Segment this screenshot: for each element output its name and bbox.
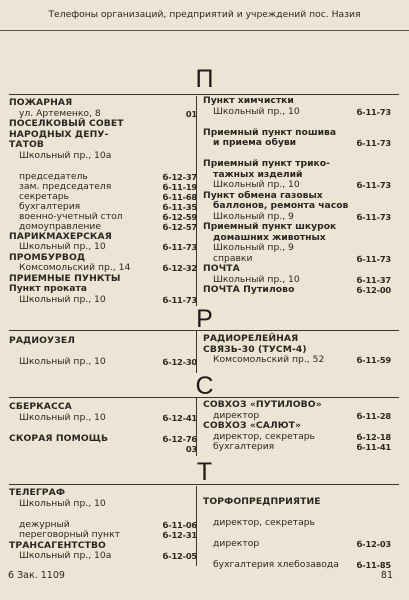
- entry-label: Школьный пр., 10: [19, 293, 106, 305]
- phone-number: б-11-41: [356, 442, 391, 452]
- directory-entry: [9, 336, 197, 347]
- entry-label: СКОРАЯ ПОМОЩЬ: [9, 432, 109, 444]
- entry-label: СОВХОЗ «ПУТИЛОВО»: [203, 399, 322, 410]
- column-right-s: [203, 400, 391, 453]
- entry-label: Школьный пр., 10а: [19, 550, 112, 561]
- entry-label: ПОСЕЛКОВЫЙ СОВЕТ: [9, 118, 124, 129]
- directory-entry: [203, 518, 391, 529]
- section-rule-r: [9, 330, 399, 331]
- phone-number: б-12-31: [162, 530, 197, 540]
- entry-label: и приема обуви: [213, 137, 297, 148]
- phone-number: б-11-73: [162, 242, 197, 252]
- phone-number: б-11-19: [162, 181, 197, 192]
- entry-label: ТАТОВ: [9, 139, 44, 150]
- entry-label: Школьный пр., 10: [19, 241, 106, 252]
- directory-entry: [203, 560, 391, 571]
- section-letter-r: Р: [196, 305, 213, 333]
- entry-label: переговорный пункт: [19, 529, 120, 540]
- entry-label: Школьный пр., 10: [19, 411, 106, 423]
- entry-label: справки: [213, 252, 253, 264]
- phone-number: б-12-37: [162, 171, 197, 182]
- phone-number: б-11-73: [356, 180, 391, 190]
- entry-label: директор, секретарь: [213, 516, 315, 528]
- entry-label: Школьный пр., 9: [213, 210, 294, 222]
- entry-label: Школьный пр., 10: [19, 356, 106, 367]
- entry-label: СОВХОЗ «САЛЮТ»: [203, 420, 301, 431]
- directory-entry: [203, 497, 391, 508]
- entry-label: Пункт химчистки: [203, 95, 294, 106]
- entry-label: домашних животных: [213, 231, 326, 243]
- column-left-p: [9, 98, 197, 305]
- section-letter-t: Т: [196, 458, 213, 486]
- entry-label: зам. председателя: [19, 180, 112, 192]
- entry-label: ПОЧТА: [203, 263, 240, 274]
- entry-label: ПАРИКМАХЕРСКАЯ: [9, 230, 112, 242]
- entry-label: Приемный пункт пошива: [203, 126, 337, 138]
- entry-label: ПРОМБУРВОД: [9, 251, 86, 263]
- entry-label: председатель: [19, 170, 88, 182]
- directory-entry: [9, 357, 197, 368]
- entry-label: НАРОДНЫХ ДЕПУ-: [9, 128, 109, 140]
- entry-label: Школьный пр., 10: [213, 273, 300, 285]
- entry-label: Комсомольский пр., 52: [213, 354, 325, 365]
- entry-label: домоуправление: [19, 220, 102, 232]
- entry-label: Пункт обмена газовых: [203, 189, 323, 201]
- phone-number: б-11-37: [356, 274, 391, 285]
- phone-number: б-12-18: [356, 431, 391, 442]
- entry-label: бухгалтерия хлебозавода: [213, 558, 339, 570]
- entry-label: Приемный пункт трико-: [203, 158, 330, 169]
- phone-number: б-11-68: [162, 191, 197, 202]
- phone-number: б-12-41: [162, 412, 197, 423]
- entry-label: Комсомольский пр., 14: [19, 262, 131, 273]
- entry-label: бухгалтерия: [213, 441, 275, 452]
- directory-entry: [203, 107, 391, 118]
- entry-label: директор, секретарь: [213, 430, 315, 442]
- entry-label: Школьный пр., 10: [19, 497, 106, 509]
- entry-label: директор: [213, 409, 260, 421]
- column-right-p: [203, 96, 391, 296]
- entry-label: бухгалтерия: [19, 200, 81, 212]
- footer-sheet-mark: 6 Зак. 1109: [8, 570, 65, 581]
- entry-label: ул. Артеменко, 8: [19, 107, 101, 119]
- entry-label: ТОРФОПРЕДПРИЯТИЕ: [203, 495, 321, 507]
- entry-label: Приемный пункт шкурок: [203, 221, 337, 232]
- section-letter-p: П: [195, 65, 214, 93]
- directory-entry: [203, 539, 391, 550]
- column-right-r: [203, 334, 391, 366]
- directory-entry: [9, 444, 197, 455]
- phone-number: б-12-32: [162, 263, 197, 273]
- entry-label: ПОЧТА Путилово: [203, 284, 295, 295]
- entry-label: дежурный: [19, 518, 70, 530]
- phone-number: б-11-35: [162, 201, 197, 212]
- entry-label: Пункт проката: [9, 283, 87, 294]
- phone-number: б-11-59: [356, 355, 391, 365]
- phone-number: б-12-59: [162, 211, 197, 222]
- entry-label: ТРАНСАГЕНТСТВО: [9, 539, 106, 551]
- entry-label: директор: [213, 537, 260, 549]
- entry-label: военно-учетный стол: [19, 210, 123, 222]
- phone-number: б-11-73: [162, 294, 197, 305]
- entry-label: ТЕЛЕГРАФ: [9, 487, 66, 498]
- directory-entry: [203, 442, 391, 453]
- phone-number: б-11-73: [356, 253, 391, 264]
- phone-number: 03: [185, 444, 197, 454]
- page-header: Телефоны организаций, предприятий и учреждений пос. Назия: [0, 0, 409, 31]
- column-left-s: [9, 402, 197, 455]
- column-left-t: [9, 488, 197, 562]
- directory-entry: [9, 551, 197, 562]
- directory-entry: [203, 355, 391, 366]
- entry-label: баллонов, ремонта часов: [213, 200, 349, 211]
- section-rule-s: [9, 397, 399, 398]
- column-right-t: [203, 486, 391, 570]
- phone-number: б-11-73: [356, 211, 391, 222]
- page-number: 81: [380, 570, 393, 581]
- phone-number: б-12-76: [162, 433, 197, 444]
- entry-label: тажных изделий: [213, 168, 303, 180]
- entry-label: РАДИОУЗЕЛ: [9, 335, 75, 346]
- directory-entry: [203, 285, 391, 296]
- phone-number: б-11-73: [356, 138, 391, 148]
- phone-number: 01: [185, 108, 197, 119]
- phone-number: б-11-85: [356, 559, 391, 570]
- phone-number: б-12-57: [162, 221, 197, 232]
- directory-entry: [9, 434, 197, 445]
- directory-entry: [203, 138, 391, 149]
- section-letter-s: С: [195, 372, 214, 400]
- phone-number: б-12-03: [356, 538, 391, 549]
- directory-entry: [9, 295, 197, 306]
- entry-label: СБЕРКАССА: [9, 401, 72, 412]
- directory-entry: [9, 499, 197, 510]
- phone-number: б-12-30: [162, 357, 197, 367]
- entry-label: ПРИЕМНЫЕ ПУНКТЫ: [9, 272, 121, 284]
- phone-number: б-11-73: [356, 106, 391, 117]
- entry-label: Школьный пр., 10: [213, 105, 300, 117]
- directory-entry: [9, 151, 197, 162]
- entry-label: Школьный пр., 9: [213, 242, 294, 253]
- section-rule-t: [9, 484, 399, 485]
- phone-number: б-11-28: [356, 410, 391, 421]
- phone-number: б-12-00: [356, 285, 391, 295]
- column-left-r: [9, 336, 197, 368]
- entry-label: СВЯЗЬ-30 (ТУСМ-4): [203, 343, 307, 355]
- entry-label: Школьный пр., 10а: [19, 149, 112, 161]
- phone-number: б-12-05: [162, 551, 197, 561]
- entry-label: ПОЖАРНАЯ: [9, 97, 73, 108]
- entry-label: РАДИОРЕЛЕЙНАЯ: [203, 333, 299, 344]
- entry-label: Школьный пр., 10: [213, 179, 300, 190]
- phone-number: б-11-06: [162, 519, 197, 530]
- entry-label: секретарь: [19, 190, 69, 202]
- directory-entry: [9, 413, 197, 424]
